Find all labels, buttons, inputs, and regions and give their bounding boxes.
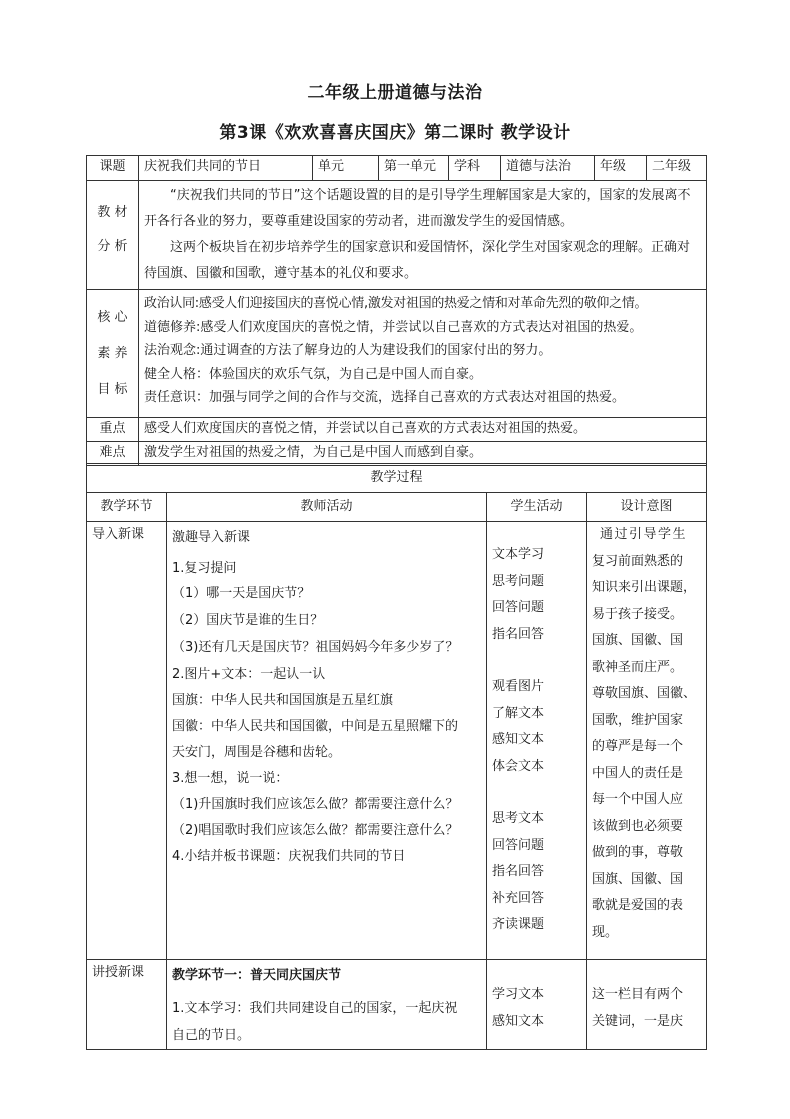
literacy-label: 核 心 素 养 目 标 bbox=[87, 290, 139, 418]
student-line: 了解文本 bbox=[492, 705, 545, 721]
unit-label: 单元 bbox=[313, 156, 379, 181]
intent-line: 国歌，维护国家 bbox=[592, 712, 684, 728]
student-line: 感知文本 bbox=[492, 1013, 545, 1029]
teacher-line: （3)还有几天是国庆节？祖国妈妈今年多少岁了？ bbox=[172, 640, 459, 655]
teacher-line: （1)升国旗时我们应该怎么做？都需要注意什么？ bbox=[172, 797, 459, 812]
teacher-line: （2)唱国歌时我们应该怎么做？都需要注意什么？ bbox=[172, 823, 459, 838]
lesson-subtitle: 第3课《欢欢喜喜庆国庆》第二课时 教学设计 bbox=[219, 123, 571, 143]
student-line: 文本学习 bbox=[492, 547, 545, 562]
student-line: 回答问题 bbox=[492, 837, 545, 853]
literacy-line: 健全人格：体验国庆的欢乐气氛，为自己是中国人而自豪。 bbox=[144, 366, 483, 382]
student-line: 学习文本 bbox=[492, 987, 545, 1002]
intent-line: 现。 bbox=[592, 924, 619, 940]
literacy-text bbox=[139, 290, 707, 418]
column-header: 学生活动 bbox=[487, 493, 587, 522]
difficulty-label: 难点 bbox=[87, 442, 139, 466]
student-line: 齐读课题 bbox=[492, 917, 545, 932]
lecture-student-activity bbox=[487, 960, 587, 1050]
process-title: 教学过程 bbox=[87, 464, 707, 493]
teacher-line: （2）国庆节是谁的生日？ bbox=[172, 613, 324, 628]
literacy-line: 政治认同:感受人们迎接国庆的喜悦心情,激发对祖国的热爱之情和对革命先烈的敬仰之情。 bbox=[144, 296, 648, 311]
intent-line: 复习前面熟悉的 bbox=[592, 553, 684, 569]
teacher-line: 激趣导入新课 bbox=[172, 530, 251, 545]
intent-line: 歌就是爱国的表 bbox=[592, 898, 684, 913]
student-line: 指名回答 bbox=[492, 864, 545, 879]
intent-line: 该做到也必须要 bbox=[592, 818, 684, 834]
grade-value: 二年级 bbox=[647, 156, 707, 181]
intro-design-intent bbox=[587, 522, 707, 960]
literacy-line: 法治观念:通过调查的方法了解身边的人为建设我们的国家付出的努力。 bbox=[144, 343, 552, 358]
lecture-teacher-activity bbox=[167, 960, 487, 1050]
intent-line: 国旗、国徽、国 bbox=[592, 871, 684, 887]
teacher-line: 1.文本学习：我们共同建设自己的国家，一起庆祝 bbox=[172, 1001, 458, 1016]
student-line: 回答问题 bbox=[492, 600, 545, 615]
unit-value: 第一单元 bbox=[379, 156, 449, 181]
process-header-row bbox=[87, 493, 707, 522]
teacher-line: 自己的节日。 bbox=[172, 1028, 251, 1043]
student-line: 感知文本 bbox=[492, 732, 545, 747]
literacy-line: 道德修养:感受人们欢度国庆的喜悦之情，并尝试以自己喜欢的方式表达对祖国的热爱。 bbox=[144, 319, 643, 335]
analysis-paragraph: “庆祝我们共同的节日”这个话题设置的目的是引导学生理解国家是大家的，国家的发展离不开各行各业的努力，要尊重建设国家的劳动者，进而激发学生的爱国情感。 bbox=[144, 188, 691, 229]
teacher-line: 4.小结并板书课题：庆祝我们共同的节日 bbox=[172, 849, 406, 864]
student-line: 思考文本 bbox=[492, 811, 545, 826]
student-line: 思考问题 bbox=[492, 573, 545, 589]
topic-label: 课题 bbox=[87, 156, 139, 181]
column-header: 设计意图 bbox=[587, 493, 707, 522]
difficulty-text: 激发学生对祖国的热爱之情，为自己是中国人而感到自豪。 bbox=[139, 442, 707, 466]
grade-label: 年级 bbox=[595, 156, 647, 181]
analysis-paragraph: 这两个板块旨在初步培养学生的国家意识和爱国情怀，深化学生对国家观念的理解。正确对待国旗、国徽和国歌，遵守基本的礼仪和要求。 bbox=[144, 240, 691, 281]
topic-row bbox=[87, 156, 707, 181]
teaching-process-table bbox=[86, 463, 707, 1050]
intent-line: 中国人的责任是 bbox=[592, 765, 684, 781]
teacher-line: 教学环节一：普天同庆国庆节 bbox=[172, 968, 342, 983]
intent-line: 国旗、国徽、国 bbox=[592, 633, 684, 648]
subject-label: 学科 bbox=[449, 156, 501, 181]
intent-line: 的尊严是每一个 bbox=[592, 739, 684, 754]
key-point-row bbox=[87, 418, 707, 442]
intent-line: 尊敬国旗、国徽、 bbox=[592, 686, 697, 701]
analysis-label: 教 材 分 析 bbox=[87, 181, 139, 290]
key-point-label: 重点 bbox=[87, 418, 139, 442]
lecture-row bbox=[87, 960, 707, 1050]
teacher-line: 国旗：中华人民共和国国旗是五星红旗 bbox=[172, 693, 394, 708]
student-line: 指名回答 bbox=[492, 626, 545, 642]
student-line: 体会文本 bbox=[492, 758, 545, 774]
intent-line: 做到的事，尊敬 bbox=[592, 845, 684, 860]
topic-value: 庆祝我们共同的节日 bbox=[139, 156, 313, 181]
intro-row bbox=[87, 522, 707, 960]
teacher-line: 国徽：中华人民共和国国徽，中间是五星照耀下的 bbox=[172, 719, 459, 734]
subject-value: 道德与法治 bbox=[501, 156, 595, 181]
analysis-row bbox=[87, 181, 707, 290]
intent-line: 歌神圣而庄严。 bbox=[592, 659, 684, 675]
document-title: 二年级上册道德与法治 bbox=[307, 83, 483, 103]
analysis-text bbox=[139, 181, 707, 290]
lecture-phase: 讲授新课 bbox=[87, 960, 167, 1050]
difficulty-row bbox=[87, 442, 707, 466]
teacher-line: 3.想一想，说一说： bbox=[172, 771, 289, 786]
column-header: 教学环节 bbox=[87, 493, 167, 522]
teacher-line: （1）哪一天是国庆节？ bbox=[172, 586, 311, 601]
column-header: 教师活动 bbox=[167, 493, 487, 522]
intro-student-activity bbox=[487, 522, 587, 960]
lesson-info-table bbox=[86, 155, 707, 466]
intent-line: 每一个中国人应 bbox=[592, 792, 684, 807]
intro-phase: 导入新课 bbox=[87, 522, 167, 960]
intent-line: 易于孩子接受。 bbox=[592, 606, 684, 622]
intent-line: 知识来引出课题， bbox=[592, 580, 697, 595]
teacher-line: 天安门，周围是谷穗和齿轮。 bbox=[172, 745, 342, 760]
intent-line: 关键词，一是庆 bbox=[592, 1013, 684, 1029]
intent-line: 这一栏目有两个 bbox=[592, 987, 684, 1002]
teacher-line: 2.图片+文本：一起认一认 bbox=[172, 667, 326, 682]
lecture-design-intent bbox=[587, 960, 707, 1050]
student-line: 观看图片 bbox=[492, 679, 545, 694]
intro-teacher-activity bbox=[167, 522, 487, 960]
literacy-line: 责任意识：加强与同学之间的合作与交流，选择自己喜欢的方式表达对祖国的热爱。 bbox=[144, 390, 626, 405]
student-line: 补充回答 bbox=[492, 890, 545, 906]
literacy-row bbox=[87, 290, 707, 418]
key-point-text: 感受人们欢度国庆的喜悦之情，并尝试以自己喜欢的方式表达对祖国的热爱。 bbox=[139, 418, 707, 442]
intent-line: 通过引导学生 bbox=[600, 527, 688, 542]
process-title-row bbox=[87, 464, 707, 493]
teacher-line: 1.复习提问 bbox=[172, 561, 237, 576]
